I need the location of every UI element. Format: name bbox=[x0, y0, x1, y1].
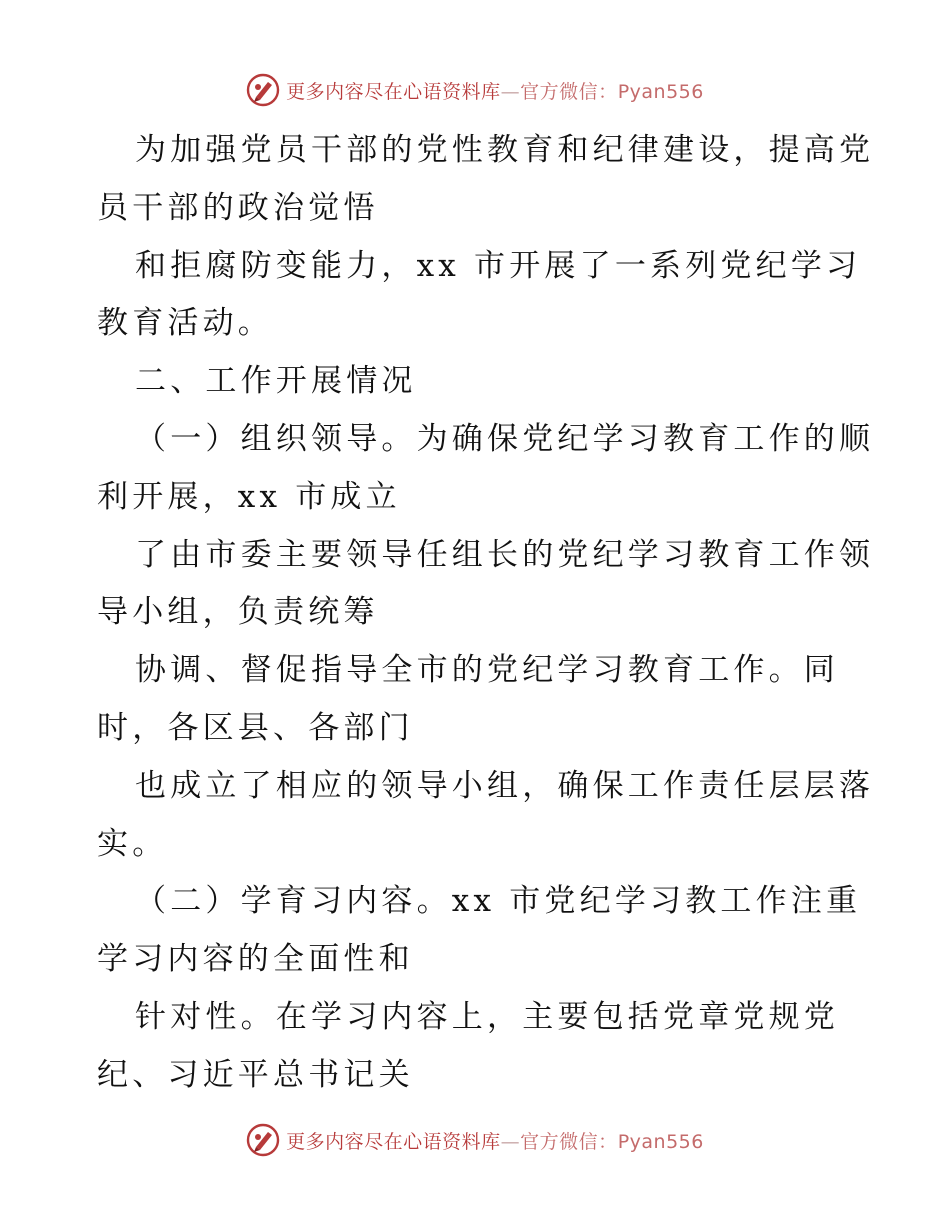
body-line: （二）学育习内容。xx 市党纪学习教工作注重 bbox=[135, 883, 862, 920]
body-line: 利开展，xx 市成立 bbox=[97, 478, 401, 515]
header-wechat-id: Pyan556 bbox=[617, 80, 704, 103]
header-site-text: 更多内容尽在心语资料库 bbox=[286, 80, 501, 103]
body-line: 为加强党员干部的党性教育和纪律建设，提高党 bbox=[135, 132, 875, 168]
body-line: 也成立了相应的领导小组，确保工作责任层层落 bbox=[135, 767, 875, 804]
footer-wechat-label: 官方微信： bbox=[520, 1130, 618, 1153]
body-line: 员干部的政治觉悟 bbox=[97, 189, 379, 226]
footer-wechat-id: Pyan556 bbox=[617, 1130, 704, 1153]
section-heading: 二、工作开展情况 bbox=[135, 363, 417, 400]
footer-banner bbox=[0, 1120, 950, 1160]
footer-text bbox=[286, 1127, 704, 1154]
footer-dash: — bbox=[500, 1130, 521, 1153]
body-line: 和拒腐防变能力，xx 市开展了一系列党纪学习 bbox=[135, 247, 862, 284]
body-line: 导小组，负责统筹 bbox=[97, 594, 379, 631]
body-line: （一）组织领导。为确保党纪学习教育工作的顺 bbox=[135, 420, 875, 457]
body-line: 学习内容的全面性和 bbox=[97, 941, 414, 978]
body-line: 纪、习近平总书记关 bbox=[97, 1056, 414, 1093]
header-dash: — bbox=[500, 80, 521, 103]
body-line: 教育活动。 bbox=[97, 305, 273, 342]
document-body bbox=[97, 122, 875, 1105]
body-line: 了由市委主要领导任组长的党纪学习教育工作领 bbox=[135, 536, 875, 573]
pen-logo-icon bbox=[246, 73, 280, 107]
body-line: 协调、督促指导全市的党纪学习教育工作。同 bbox=[135, 652, 839, 689]
pen-logo-icon bbox=[246, 1123, 280, 1157]
header-text bbox=[286, 77, 704, 104]
body-line: 实。 bbox=[97, 825, 168, 862]
header-wechat-label: 官方微信： bbox=[520, 80, 618, 103]
footer-site-text: 更多内容尽在心语资料库 bbox=[286, 1130, 501, 1153]
body-line: 针对性。在学习内容上，主要包括党章党规党 bbox=[135, 998, 839, 1035]
body-line: 时，各区县、各部门 bbox=[97, 709, 414, 746]
header-banner bbox=[0, 70, 950, 110]
